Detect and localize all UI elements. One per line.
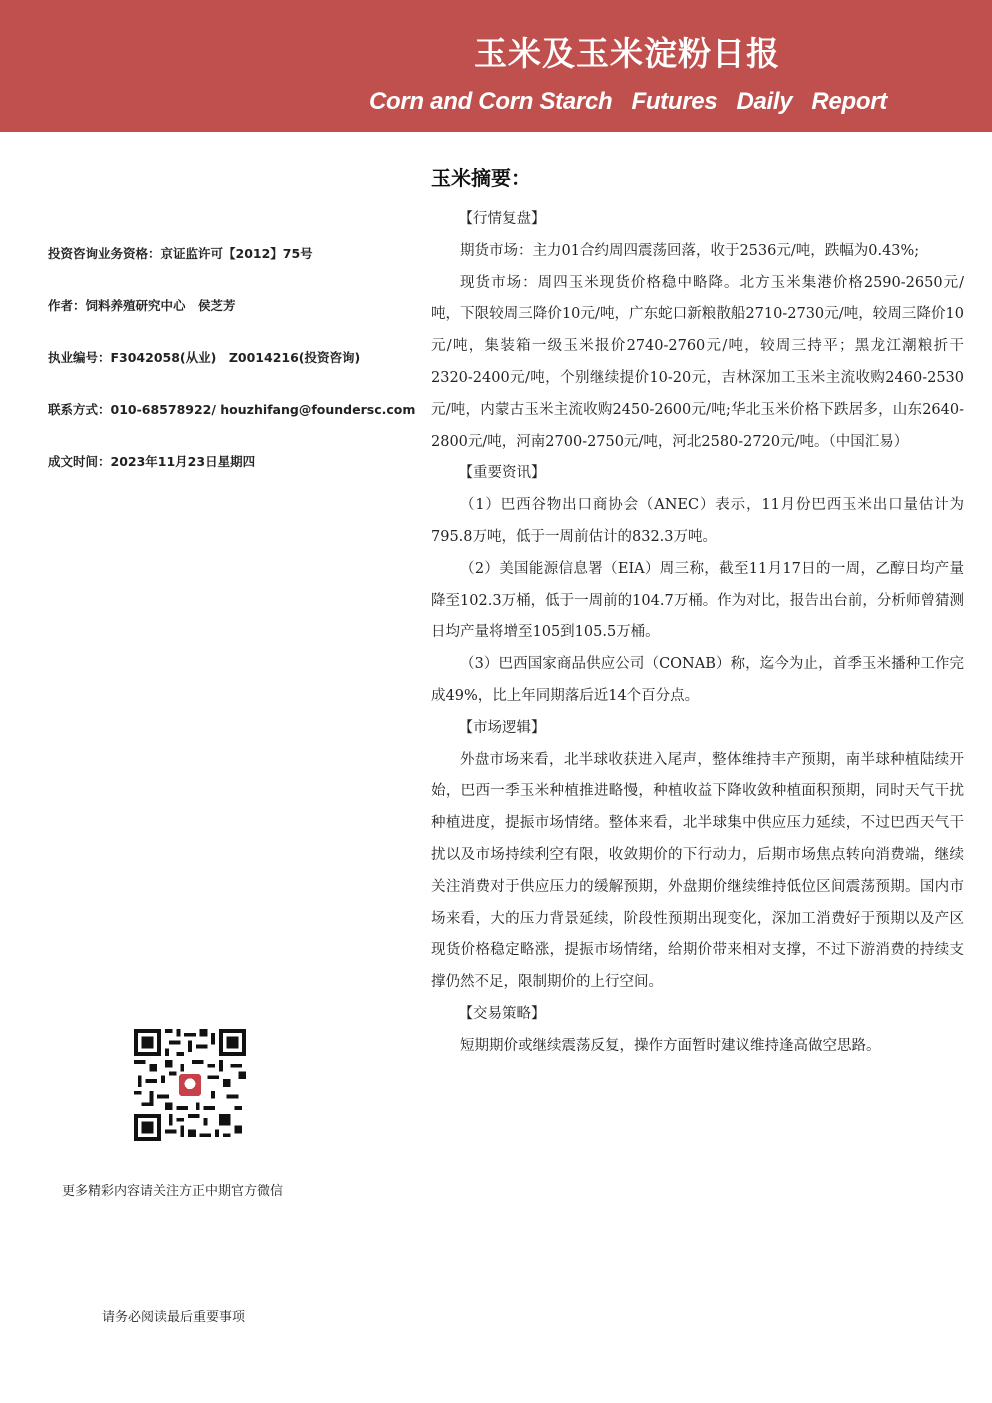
paragraph: （3）巴西国家商品供应公司（CONAB）称，迄今为止，首季玉米播种工作完成49%，比上年同期落后近14个百分点。	[431, 656, 964, 704]
paragraph: 外盘市场来看，北半球收获进入尾声，整体维持丰产预期，南半球种植陆续开始，巴西一季玉米种植推进略慢，种植收益下降收敛种植面积预期，同时天气干扰种植进度，提振市场情绪。整体来看，北半球集中供应压力延续，不过巴西天气干扰以及市场持续利空有限，收敛期价的下行动力，后期市场焦点转向消费端，继续关注消费对于供应压力的缓解预期，外盘期价继续维持低位区间震荡预期。国内市场来看，大的压力背景延续，阶段性预期出现变化，深加工消费好于预期以及产区现货价格稳定略涨，提振市场情绪，给期价带来相对支撑，不过下游消费的持续支撑仍然不足，限制期价的上行空间。	[431, 751, 964, 991]
summary-body	[431, 204, 964, 1063]
summary-title: 玉米摘要：	[431, 166, 531, 190]
qr-code-icon	[134, 1029, 246, 1141]
author-line: 作者：饲料养殖研究中心 侯芝芳	[48, 298, 236, 313]
contact-line: 联系方式：010-68578922/ houzhifang@foundersc.com	[48, 402, 416, 417]
paragraph: （2）美国能源信息署（EIA）周三称，截至11月17日的一周，乙醇日均产量降至102.3万桶，低于一周前的104.7万桶。作为对比，报告出台前，分析师曾猜测日均产量将增至105到105.5万桶。	[431, 560, 964, 641]
qr-caption: 更多精彩内容请关注方正中期官方微信	[62, 1184, 284, 1199]
section-heading: 【行情复盘】	[458, 211, 546, 227]
section-heading: 【重要资讯】	[458, 465, 546, 482]
section-heading: 【交易策略】	[458, 1005, 546, 1022]
paragraph: 期货市场：主力01合约周四震荡回落，收于2536元/吨，跌幅为0.43%;	[460, 242, 920, 259]
footer-note: 请务必阅读最后重要事项	[102, 1310, 246, 1325]
header-banner	[0, 0, 992, 132]
license-line: 执业编号：F3042058(从业) Z0014216(投资咨询)	[48, 350, 361, 365]
paragraph: （1）巴西谷物出口商协会（ANEC）表示，11月份巴西玉米出口量估计为795.8万吨，低于一周前估计的832.3万吨。	[431, 497, 964, 545]
section-heading: 【市场逻辑】	[458, 719, 546, 736]
paragraph: 现货市场：周四玉米现货价格稳中略降。北方玉米集港价格2590-2650元/吨，下限较周三降价10元/吨，广东蛇口新粮散船2710-2730元/吨，较周三降价10元/吨，集装箱一级玉米报价2740-2760元/吨，较周三持平；黑龙江潮粮折干2320-2400元/吨，个别继续提价10-20元，吉林深加工玉米主流收购2460-2530元/吨，内蒙古玉米主流收购2450-2600元/吨;华北玉米价格下跌居多，山东2640-2800元/吨，河南2700-2750元/吨，河北2580-2720元/吨。（中国汇易）	[431, 274, 964, 450]
author-info	[48, 244, 428, 504]
qualification-line: 投资咨询业务资格：京证监许可【2012】75号	[48, 246, 313, 261]
date-line: 成文时间：2023年11月23日星期四	[48, 454, 256, 469]
report-title-cn: 玉米及玉米淀粉日报	[474, 34, 780, 73]
paragraph: 短期期价或继续震荡反复，操作方面暂时建议维持逢高做空思路。	[460, 1037, 881, 1054]
report-title-en: Corn and Corn Starch Futures Daily Report	[369, 88, 887, 115]
